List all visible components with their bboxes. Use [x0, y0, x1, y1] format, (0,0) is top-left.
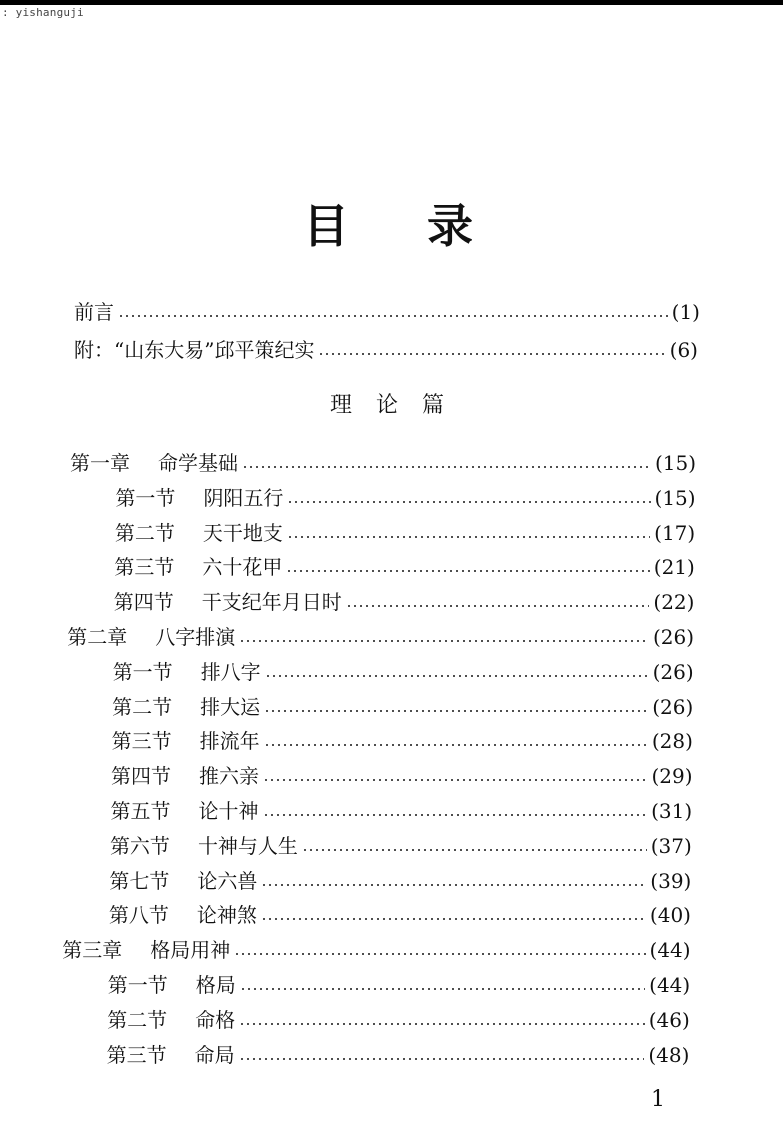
entry-label: 第四节: [113, 590, 174, 615]
leader-dots: [302, 849, 647, 851]
entry-label: 第三节: [111, 729, 172, 754]
entry-title: 阴阳五行: [203, 485, 284, 510]
entry-title: 命学基础: [158, 451, 238, 475]
top-border: [0, 0, 783, 5]
entry-page: (29): [651, 764, 693, 789]
entry-page: (39): [650, 868, 692, 893]
entry-title: 天干地支: [202, 520, 283, 545]
section-heading: 理论篇: [330, 393, 469, 418]
toc-section[interactable]: [107, 1004, 690, 1034]
entry-page: (17): [654, 520, 696, 545]
leader-dots: [239, 1023, 645, 1025]
toc-section[interactable]: [112, 691, 693, 721]
toc-section[interactable]: [111, 795, 693, 825]
entry-label: 第五节: [110, 799, 171, 823]
leader-dots: [264, 744, 648, 746]
toc-section[interactable]: [114, 551, 694, 581]
leader-dots: [261, 884, 646, 886]
toc-section[interactable]: [114, 586, 695, 616]
entry-title: 八字排演: [155, 625, 236, 649]
leader-dots: [286, 570, 649, 572]
entry-page: (31): [651, 799, 693, 823]
entry-title: 推六亲: [199, 764, 260, 789]
entry-title: 十神与人生: [197, 833, 298, 858]
toc-section[interactable]: [115, 517, 695, 547]
entry-title: 命局: [194, 1042, 235, 1067]
leader-dots: [264, 710, 648, 712]
entry-label: 第二节: [107, 1007, 168, 1032]
leader-dots: [287, 536, 650, 538]
toc-chapter[interactable]: [67, 621, 694, 651]
entry-title: 格局: [195, 973, 236, 997]
entry-page: (26): [653, 625, 695, 649]
entry-label: 第三节: [114, 555, 175, 580]
entry-label: 第二节: [112, 694, 173, 719]
toc-section[interactable]: [113, 656, 694, 686]
entry-page: (46): [648, 1007, 690, 1032]
leader-dots: [287, 501, 650, 503]
toc-section[interactable]: [115, 482, 695, 512]
entry-title: 六十花甲: [202, 555, 283, 580]
leader-dots: [239, 1058, 645, 1060]
leader-dots: [318, 353, 665, 355]
watermark: : yishanguji: [2, 6, 84, 19]
entry-label: 第四节: [111, 764, 172, 789]
entry-title: 排八字: [200, 659, 261, 684]
entry-page: (6): [669, 338, 698, 362]
leader-dots: [265, 675, 649, 677]
entry-label: 第二章: [67, 625, 128, 649]
entry-title: 附：“山东大易”邱平策纪实: [74, 338, 315, 362]
entry-title: 干支纪年月日时: [201, 590, 342, 615]
entry-page: (15): [654, 451, 696, 475]
entry-title: 论六兽: [197, 868, 258, 893]
toc-section[interactable]: [108, 969, 690, 999]
page-title: 目录: [303, 199, 551, 253]
entry-title: 格局用神: [150, 938, 231, 963]
toc-section[interactable]: [111, 760, 692, 790]
entry-label: 第一节: [107, 973, 168, 997]
entry-title: 论神煞: [196, 903, 257, 928]
toc-entry[interactable]: [74, 296, 700, 326]
entry-label: 第八节: [108, 903, 169, 928]
toc-section[interactable]: [110, 830, 692, 860]
toc-entry[interactable]: [74, 334, 698, 364]
entry-label: 第一节: [115, 485, 176, 510]
entry-page: (37): [650, 833, 692, 858]
entry-page: (22): [653, 590, 695, 615]
leader-dots: [261, 918, 646, 920]
leader-dots: [118, 315, 668, 317]
entry-page: (28): [651, 729, 693, 754]
toc-section[interactable]: [112, 725, 693, 755]
entry-label: 第三节: [106, 1042, 167, 1067]
toc-section[interactable]: [109, 899, 691, 929]
leader-dots: [263, 779, 647, 781]
entry-title: 排流年: [199, 729, 260, 754]
entry-page: (15): [654, 485, 696, 510]
toc-section[interactable]: [109, 865, 691, 895]
entry-label: 第七节: [109, 868, 170, 893]
leader-dots: [263, 814, 648, 816]
entry-title: 前言: [74, 300, 114, 324]
leader-dots: [346, 605, 650, 607]
entry-label: 第一节: [112, 659, 173, 684]
entry-title: 论十神: [198, 799, 259, 823]
entry-page: (26): [652, 659, 694, 684]
entry-page: (1): [671, 300, 700, 324]
entry-page: (44): [649, 973, 691, 997]
entry-page: (48): [648, 1042, 690, 1067]
leader-dots: [242, 466, 651, 468]
entry-page: (26): [652, 694, 694, 719]
entry-page: (40): [649, 903, 691, 928]
toc-section[interactable]: [107, 1039, 690, 1069]
page-number: 1: [651, 1087, 665, 1112]
entry-label: 第二节: [114, 520, 175, 545]
entry-title: 排大运: [200, 694, 261, 719]
entry-page: (21): [653, 555, 695, 580]
entry-page: (44): [649, 938, 691, 963]
leader-dots: [240, 988, 645, 990]
leader-dots: [239, 640, 649, 642]
entry-title: 命格: [195, 1007, 236, 1032]
entry-label: 第三章: [62, 938, 123, 963]
toc-chapter[interactable]: [70, 447, 696, 477]
entry-label: 第一章: [70, 451, 130, 475]
toc-chapter[interactable]: [62, 934, 690, 964]
entry-label: 第六节: [109, 833, 170, 858]
leader-dots: [234, 953, 645, 955]
